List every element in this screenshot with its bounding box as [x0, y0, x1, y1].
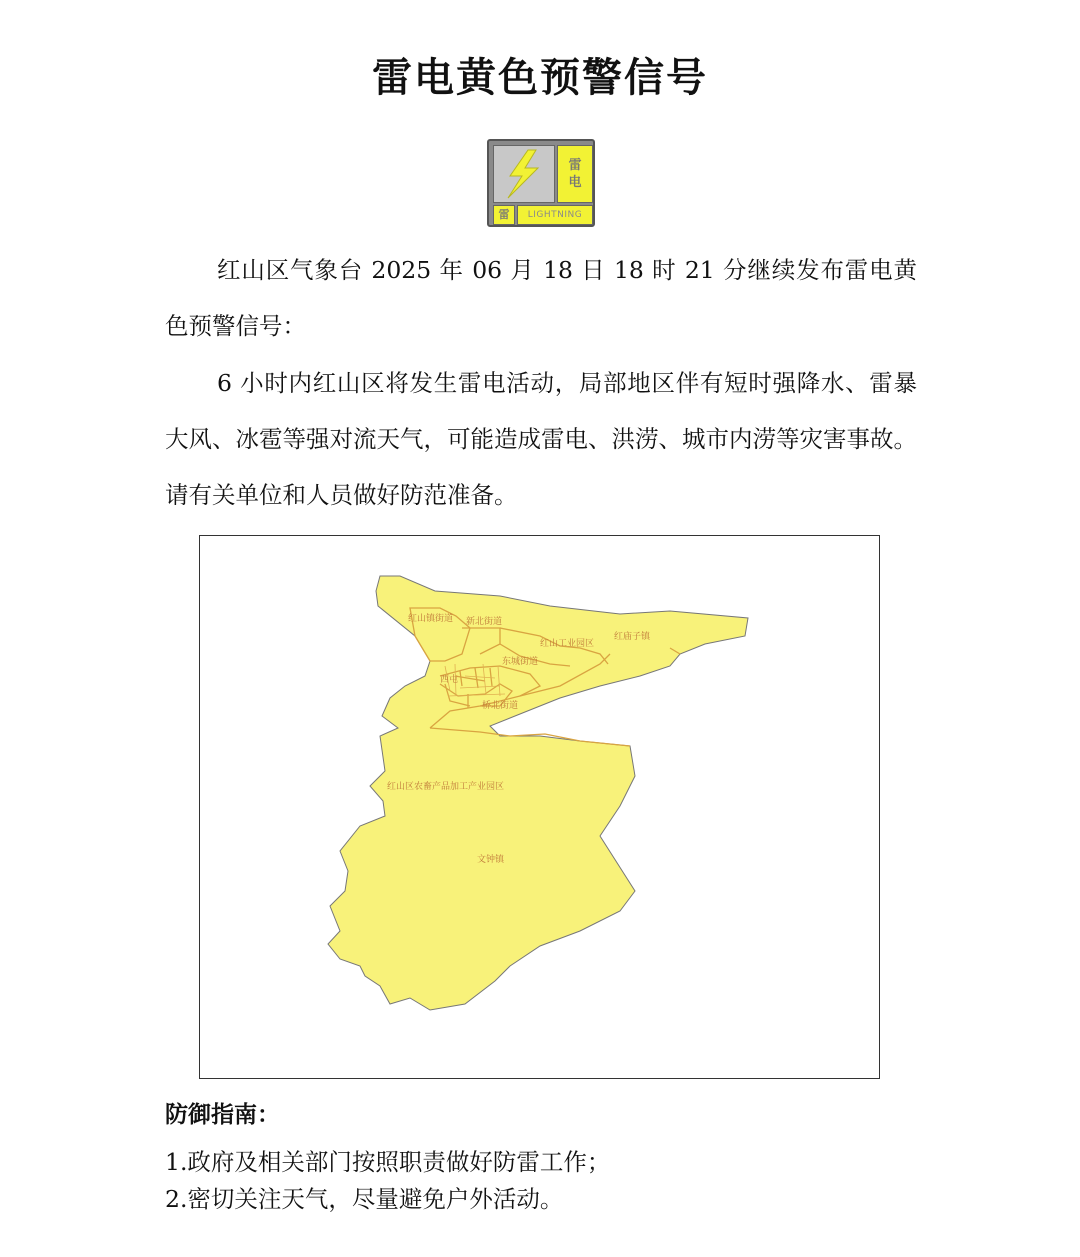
- map-label-xitun: 西屯: [440, 675, 459, 685]
- map-label-hongmiaozi: 红庙子镇: [614, 632, 651, 642]
- district-area: [328, 576, 748, 1010]
- warning-area-map: [199, 535, 880, 1079]
- lightning-bolt-icon: [493, 145, 555, 203]
- district-map-svg: [200, 536, 879, 1078]
- map-label-industrial-park: 红山工业园区: [540, 639, 595, 649]
- guide-item: 1.政府及相关部门按照职责做好防雷工作；: [165, 1148, 611, 1176]
- map-label-wenzhong: 文钟镇: [477, 855, 505, 865]
- guide-item: 2.密切关注天气，尽量避免户外活动。: [165, 1185, 564, 1213]
- map-label-hongshanzhen: 红山镇街道: [408, 614, 454, 624]
- map-label-dongcheng: 东城街道: [502, 657, 539, 667]
- badge-char-bottom: 电: [568, 175, 582, 190]
- forecast-paragraph: 6 小时内红山区将发生雷电活动，局部地区伴有短时强降水、雷暴大风、冰雹等强对流天气，可能造成雷电、洪涝、城市内涝等灾害事故。请有关单位和人员做好防范准备。: [165, 369, 917, 509]
- guide-title: 防御指南：: [165, 1101, 280, 1128]
- lightning-warning-badge: [487, 139, 595, 227]
- badge-small-char: 雷: [493, 205, 515, 225]
- map-label-qiaobei: 桥北街道: [482, 701, 519, 711]
- map-label-agri-park: 红山区农畜产品加工产业园区: [387, 782, 505, 792]
- badge-english: LIGHTNING: [517, 205, 593, 225]
- notice-paragraph: 红山区气象台 2025 年 06 月 18 日 18 时 21 分继续发布雷电黄色预警信号：: [165, 256, 917, 340]
- map-label-xinbei: 新北街道: [466, 617, 503, 627]
- badge-label: [557, 145, 593, 203]
- badge-char-top: 雷: [568, 158, 582, 173]
- page-title: 雷电黄色预警信号: [372, 54, 708, 101]
